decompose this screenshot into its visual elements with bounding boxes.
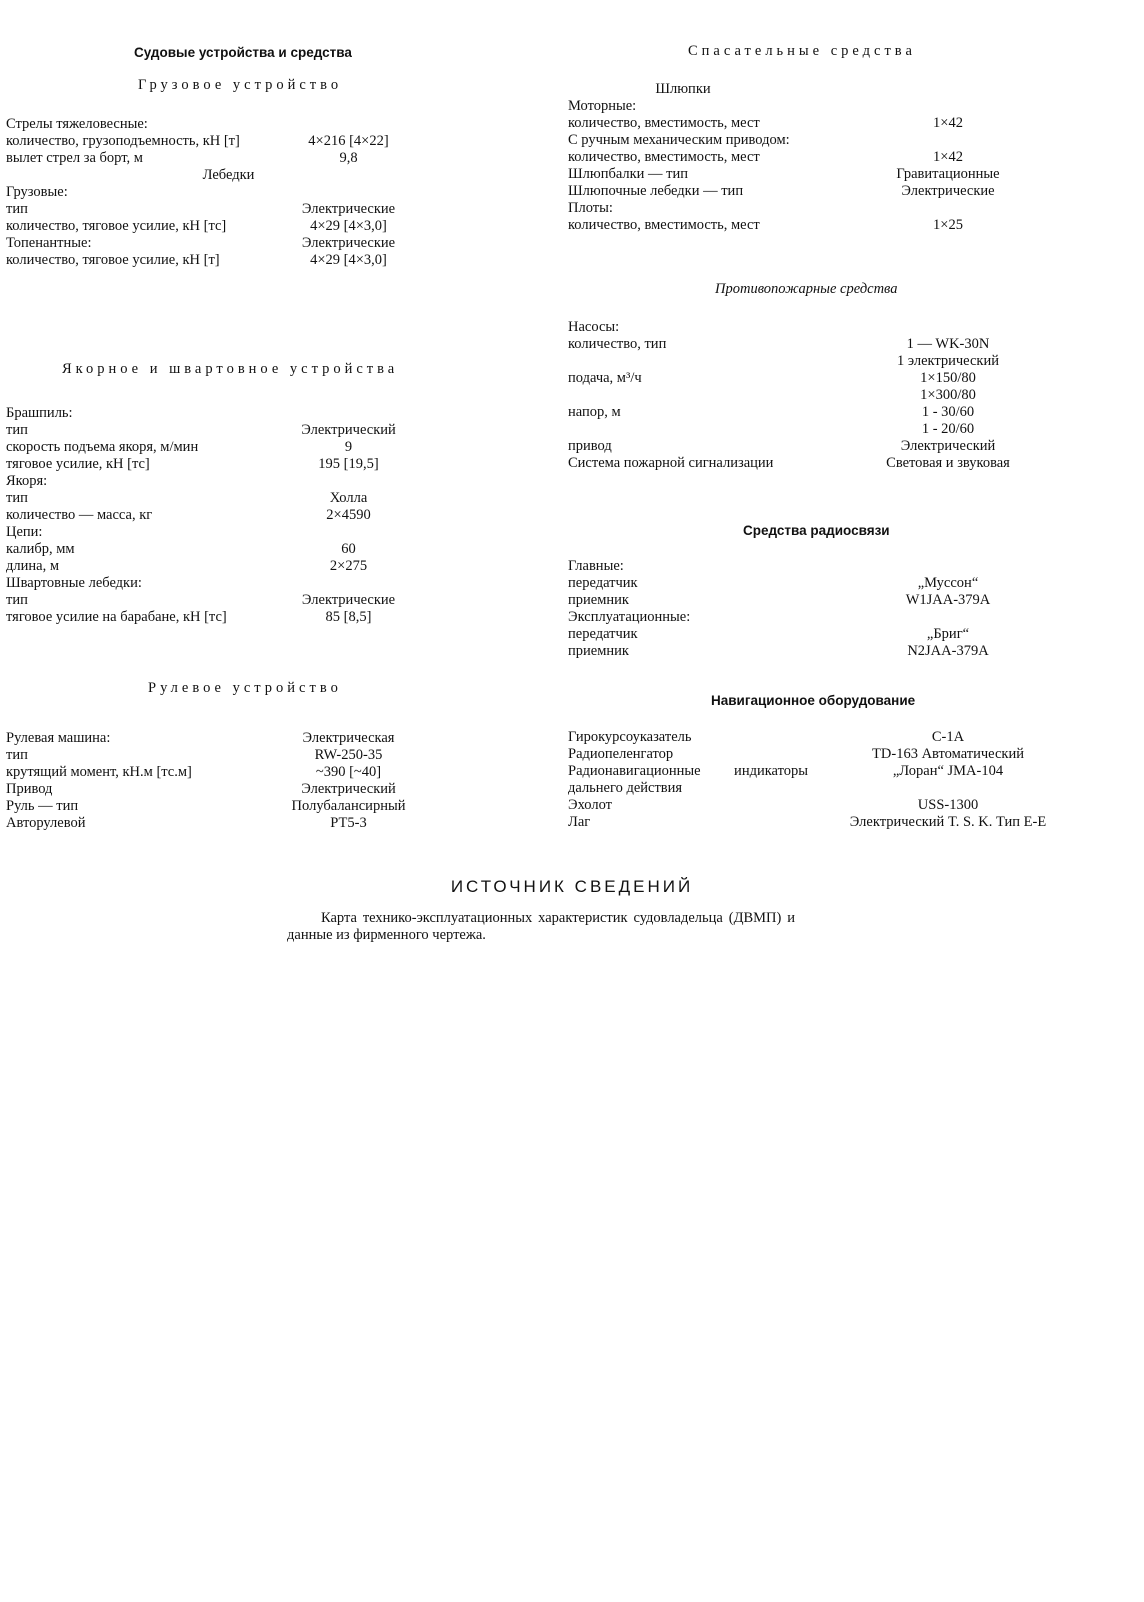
row-label: Топенантные: [6,235,92,251]
table-row [6,456,451,473]
table-row [6,798,451,815]
row-value: Электрические [901,183,995,199]
row-label: Стрелы тяжеловесные: [6,116,148,132]
table-row [568,575,1088,592]
row-value: RW-250-35 [314,747,383,763]
row-label: Цепи: [6,524,43,540]
steering-table [6,730,451,832]
row-label: Авторулевой [6,815,86,831]
row-label: количество, грузоподъемность, кН [т] [6,133,240,149]
table-row [568,217,1088,234]
table-row [568,115,1088,132]
table-row [6,730,451,747]
table-row [6,184,451,201]
table-row [568,643,1088,660]
row-value: TD-163 Автоматический [872,746,1024,762]
row-label: Главные: [568,558,624,574]
table-row [568,200,1088,217]
table-row [6,150,451,167]
row-label: Моторные: [568,98,637,114]
row-value: 1×150/80 [920,370,976,386]
table-row [568,387,1088,404]
table-row [568,421,1088,438]
radio-section-title: Средства радиосвязи [743,523,890,538]
row-value: 1 электрический [897,353,999,369]
row-value: N2JAA-379A [907,643,989,659]
table-row [568,149,1088,166]
row-label: тип [6,490,28,506]
row-value: Полубалансирный [291,798,406,814]
row-value: „Бриг“ [926,626,970,642]
row-value: 2×4590 [326,507,371,523]
table-row [6,524,451,541]
nav-table [568,729,1088,831]
table-row [568,319,1088,336]
table-row [6,252,451,269]
row-label: Привод [6,781,53,797]
row-label: Плоты: [568,200,613,216]
table-row [6,422,451,439]
source-text: Карта технико-эксплуатационных характеристик судовладельца (ДВМП) и данные из фирменного чертежа. [287,910,795,943]
row-label: Швартовные лебедки: [6,575,142,591]
source-title: ИСТОЧНИК СВЕДЕНИЙ [450,877,694,896]
row-value: 1×42 [933,115,963,131]
table-row [6,609,451,626]
row-value: Гравитационные [896,166,1000,182]
row-value: Электрические [301,201,396,217]
row-label: тип [6,201,28,217]
row-label: С ручным механическим приводом: [568,132,790,148]
row-value: Электрические [301,235,396,251]
row-value: 9,8 [339,150,358,166]
row-value: С-1А [931,729,965,745]
row-value: 4×216 [4×22] [308,133,389,149]
row-label: количество, вместимость, мест [568,217,760,233]
table-row [6,235,451,252]
row-value: 2×275 [329,558,368,574]
table-row [6,116,451,133]
table-row [568,797,1088,814]
table-row [6,439,451,456]
row-label: количество — масса, кг [6,507,153,523]
table-row [6,133,451,150]
row-value: 1×300/80 [920,387,976,403]
row-value: 4×29 [4×3,0] [310,218,387,234]
table-row [6,764,451,781]
table-row [568,98,1088,115]
row-label: Шлюпбалки — тип [568,166,689,182]
row-label: Якоря: [6,473,48,489]
row-label: Брашпиль: [6,405,73,421]
row-label: напор, м [568,404,621,420]
row-value: 4×29 [4×3,0] [310,252,387,268]
table-row [6,815,451,832]
row-label: подача, м³/ч [568,370,642,386]
table-row [568,183,1088,200]
row-label: количество, вместимость, мест [568,115,760,131]
row-value: W1JAA-379A [905,592,991,608]
main-title: Судовые устройства и средства [134,45,352,60]
row-label: Грузовые: [6,184,68,200]
row-label: Руль — тип [6,798,79,814]
table-row [6,541,451,558]
table-row [6,218,451,235]
table-row [568,336,1088,353]
fire-table [568,319,1088,472]
row-value: РТ5-3 [330,815,367,831]
table-row [6,781,451,798]
table-row [6,490,451,507]
subsection-title: Лебедки [202,167,255,183]
row-label: тяговое усилие, кН [тс] [6,456,150,472]
row-value: 1×25 [933,217,963,233]
row-value: Холла [329,490,368,506]
row-value: „Лоран“ JMA-104 [892,763,1004,779]
rescue-section-title: Спасательные средства [688,43,916,59]
radio-table [568,558,1088,660]
subsection-title: Шлюпки [655,81,711,97]
table-row [568,729,1088,746]
table-row [6,405,451,422]
row-value: 1 - 30/60 [921,404,975,420]
row-label: Система пожарной сигнализации [568,455,774,471]
table-row [568,592,1088,609]
row-label: тяговое усилие на барабане, кН [тс] [6,609,227,625]
row-label: передатчик [568,575,638,591]
row-label: тип [6,592,28,608]
row-label: тип [6,747,28,763]
row-label: Эхолот [568,797,612,813]
row-value: 60 [341,541,356,557]
row-value: Электрический [301,781,396,797]
anchor-table [6,405,451,626]
table-row [6,592,451,609]
row-label: калибр, мм [6,541,75,557]
table-row [568,404,1088,421]
row-value: 195 [19,5] [318,456,379,472]
row-label: количество, тип [568,336,667,352]
cargo-table [6,116,451,269]
row-label: Радиопеленгатор [568,746,674,762]
table-row [568,455,1088,472]
table-row [6,201,451,218]
row-label: Шлюпочные лебедки — тип [568,183,744,199]
table-row [568,353,1088,370]
table-row [568,370,1088,387]
row-label: Насосы: [568,319,620,335]
row-value: USS-1300 [917,797,979,813]
row-label: приемник [568,643,629,659]
table-row [568,558,1088,575]
fire-section-title: Противопожарные средства [715,281,898,297]
row-label: Радионавигационные индикаторы дальнего действия [568,763,808,796]
table-row [568,626,1088,643]
table-row [6,507,451,524]
row-value: Электрический [301,422,396,438]
table-row [6,558,451,575]
table-row [6,575,451,592]
row-label: крутящий момент, кН.м [тс.м] [6,764,192,780]
row-label: длина, м [6,558,59,574]
table-row [568,746,1088,763]
row-label: скорость подъема якоря, м/мин [6,439,199,455]
table-row [568,438,1088,455]
row-value: Электрический T. S. K. Тип Е-Е [849,814,1047,830]
row-label: привод [568,438,612,454]
row-label: Рулевая машина: [6,730,111,746]
row-value: Электрическая [302,730,395,746]
table-row [568,166,1088,183]
row-value: ~390 [~40] [315,764,382,780]
row-label: количество, вместимость, мест [568,149,760,165]
anchor-section-title: Якорное и швартовное устройства [62,361,399,377]
table-row [568,609,1088,626]
row-value: Световая и звуковая [886,455,1010,471]
row-value: „Муссон“ [917,575,979,591]
table-row [6,747,451,764]
row-label: тип [6,422,28,438]
table-row [568,814,1088,831]
row-value: Электрический [900,438,996,454]
row-value: 9 [344,439,353,455]
row-label: передатчик [568,626,638,642]
row-label: вылет стрел за борт, м [6,150,143,166]
row-label: количество, тяговое усилие, кН [тс] [6,218,227,234]
row-value: Электрические [301,592,396,608]
row-label: количество, тяговое усилие, кН [т] [6,252,220,268]
row-label: приемник [568,592,629,608]
table-row [568,132,1088,149]
row-value: 1×42 [933,149,963,165]
table-row [6,473,451,490]
row-label: Лаг [568,814,591,830]
cargo-section-title: Грузовое устройство [138,77,343,93]
steering-section-title: Рулевое устройство [148,680,342,696]
row-label: Эксплуатационные: [568,609,691,625]
nav-section-title: Навигационное оборудование [711,693,916,708]
row-label: Гирокурсоуказатель [568,729,692,745]
row-value: 85 [8,5] [325,609,372,625]
rescue-table [568,81,1088,234]
row-value: 1 - 20/60 [921,421,975,437]
table-row [568,763,1088,797]
row-value: 1 — WK-30N [906,336,990,352]
